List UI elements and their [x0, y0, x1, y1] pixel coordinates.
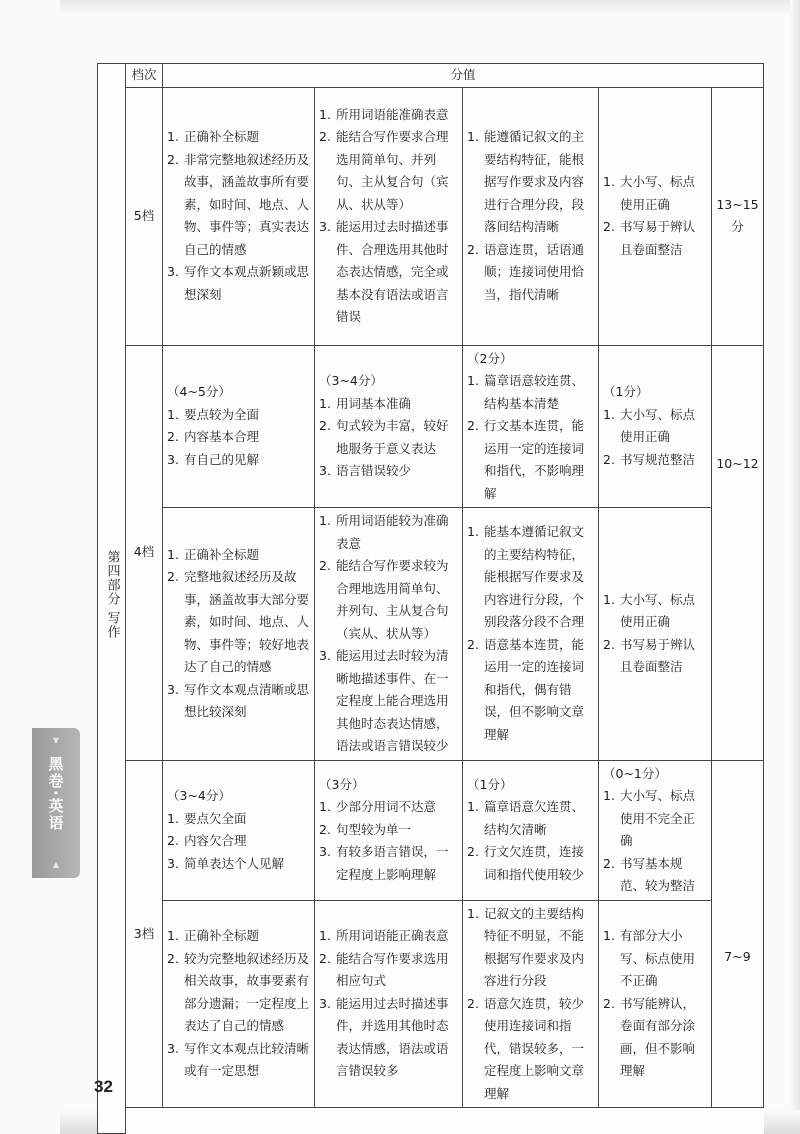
criteria-item [603, 449, 707, 472]
score-lead: （3分） [319, 776, 365, 792]
item-text: 较为完整地叙述经历及相关故事，故事要素有部分遗漏；一定程度上表达了自己的情感 [184, 950, 310, 1033]
score-lead: （3~4分） [167, 788, 231, 803]
criteria-item [167, 830, 310, 853]
item-text: 行文欠连贯，连接词和指代使用较少 [484, 844, 585, 882]
criteria-list [603, 404, 707, 472]
page-top-edge [60, 0, 800, 14]
item-text: 语意连贯，话语通顺；连接词使用恰当，指代清晰 [484, 241, 585, 302]
criteria-list [319, 796, 458, 886]
scoring-rubric-table [97, 63, 764, 1134]
criteria-item [603, 171, 707, 216]
writing-cell [599, 900, 712, 1108]
item-text: 所用词语能正确表意 [336, 928, 449, 943]
item-text: 语意基本连贯，能运用一定的连接词和指代，偶有错误，但不影响文章理解 [484, 636, 585, 742]
criteria-item [603, 404, 707, 449]
content-criteria-cell [163, 345, 315, 508]
item-text: 大小写、标点使用正确 [620, 406, 696, 445]
item-text: 能结合写作要求选用相应句式 [336, 950, 449, 988]
page-right-edge [790, 0, 800, 1134]
criteria-list [603, 785, 707, 898]
criteria-item [603, 634, 707, 679]
item-text: 书写易于辨认且卷面整洁 [620, 636, 696, 675]
item-number: 1. [319, 513, 331, 528]
criteria-list [603, 171, 707, 261]
criteria-item [167, 426, 310, 449]
item-number: 2. [319, 558, 331, 573]
item-text: 写作文本观点比较清晰或有一定思想 [184, 1040, 310, 1078]
item-number: 2. [603, 451, 615, 467]
item-number: 2. [319, 129, 331, 144]
criteria-item [467, 239, 594, 307]
item-text: 有较多语言错误，一定程度上影响理解 [336, 844, 449, 882]
item-number: 2. [603, 219, 615, 234]
score-range-text: 7~9 [724, 948, 751, 964]
language-cell [315, 87, 463, 345]
content-cell [163, 508, 315, 761]
item-number: 1. [467, 129, 479, 144]
criteria-item [167, 679, 310, 724]
header-row [98, 64, 764, 88]
writing-cell [599, 87, 712, 345]
criteria-list [167, 126, 310, 306]
criteria-item [167, 261, 310, 306]
criteria-item [319, 555, 458, 645]
criteria-item [319, 645, 458, 758]
item-number: 1. [467, 373, 479, 388]
item-number: 1. [319, 395, 331, 411]
score-lead: （3~4分） [319, 373, 383, 388]
triangle-icon: ▼ [52, 736, 60, 745]
item-text: 能结合写作要求较为合理地选用简单句、并列句、主从复合句（宾从、状从等） [336, 558, 449, 641]
content-cell [163, 900, 315, 1108]
item-number: 1. [167, 129, 179, 144]
level-row-4-criteria [98, 345, 764, 508]
criteria-item [467, 415, 594, 505]
item-text: 内容基本合理 [184, 429, 260, 445]
criteria-item [603, 216, 707, 261]
criteria-item [603, 853, 707, 898]
item-text: 语意欠连贯，较少使用连接词和指代，错误较多，一定程度上影响文章理解 [484, 995, 585, 1101]
writing-criteria-cell [599, 760, 712, 900]
item-text: 书写基本规范、较为整洁 [620, 855, 696, 893]
item-number: 1. [467, 524, 479, 540]
criteria-item [319, 415, 458, 460]
item-text: 能遵循记叙文的主要结构特征，能根据写作要求及内容进行合理分段，段落间结构清晰 [484, 129, 585, 234]
item-number: 1. [167, 928, 179, 943]
item-number: 3. [167, 855, 179, 871]
level-name: 5档 [126, 87, 163, 345]
item-number: 1. [319, 799, 331, 815]
item-text: 用词基本准确 [336, 395, 412, 411]
level-row-5 [98, 87, 764, 345]
item-number: 2. [603, 636, 615, 652]
criteria-item [319, 948, 458, 993]
item-text: 书写规范整洁 [620, 451, 696, 467]
score-lead: （4~5分） [167, 384, 231, 400]
item-number: 2. [319, 418, 331, 433]
item-text: 篇章语意欠连贯、结构欠清晰 [484, 799, 585, 837]
criteria-list [319, 393, 458, 483]
criteria-item [167, 1038, 310, 1083]
criteria-item [319, 841, 458, 886]
item-text: 写作文本观点清晰或思想比较深刻 [184, 681, 310, 720]
item-number: 2. [319, 821, 331, 837]
criteria-item [167, 853, 310, 876]
criteria-item [467, 370, 594, 415]
item-number: 2. [467, 636, 479, 652]
criteria-item [319, 126, 458, 216]
side-tab-label: 黑卷·英语 [46, 756, 65, 832]
side-tab [32, 728, 80, 878]
content-cell [163, 87, 315, 345]
item-number: 1. [167, 546, 179, 562]
criteria-list [167, 808, 310, 876]
item-number: 3. [167, 451, 179, 467]
item-number: 3. [319, 463, 331, 478]
criteria-item [467, 993, 594, 1106]
item-text: 简单表达个人见解 [184, 855, 285, 871]
criteria-item [167, 808, 310, 831]
item-text: 能运用过去时描述事件，并选用其他时态表达情感，语法或语言错误较多 [336, 995, 449, 1078]
item-number: 1. [603, 591, 615, 607]
structure-cell [463, 87, 599, 345]
item-number: 1. [319, 928, 331, 943]
criteria-list [319, 104, 458, 329]
content-criteria-cell [163, 760, 315, 900]
criteria-item [319, 104, 458, 127]
item-text: 非常完整地叙述经历及故事，涵盖故事所有要素，如时间、地点、人物、事件等；真实表达自己的情感 [184, 151, 310, 257]
item-number: 2. [319, 950, 331, 966]
item-text: 书写能辨认，卷面有部分涂画，但不影响理解 [620, 995, 696, 1078]
criteria-list [467, 903, 594, 1106]
criteria-item [319, 393, 458, 416]
item-text: 要点较为全面 [184, 406, 260, 422]
criteria-item [319, 925, 458, 948]
item-number: 3. [167, 264, 179, 279]
criteria-list [467, 370, 594, 505]
item-text: 正确补全标题 [184, 928, 260, 943]
criteria-item [603, 589, 707, 634]
criteria-item [319, 460, 458, 483]
item-text: 能基本遵循记叙文的主要结构特征，能根据写作要求及内容进行分段，个别段落分段不合理 [484, 524, 585, 630]
item-number: 3. [319, 219, 331, 234]
level-name: 4档 [126, 345, 163, 760]
item-text: 所用词语能准确表意 [336, 106, 449, 122]
item-number: 2. [603, 855, 615, 871]
criteria-item [467, 126, 594, 239]
item-text: 大小写、标点使用不完全正确 [620, 788, 696, 848]
item-number: 2. [467, 241, 479, 257]
criteria-item [467, 841, 594, 886]
item-number: 2. [467, 418, 479, 433]
level-name: 3档 [126, 760, 163, 1108]
score-range-text: 10~12 [716, 456, 759, 472]
criteria-item [319, 510, 458, 555]
criteria-item [319, 216, 458, 329]
score-lead: （0~1分） [603, 765, 667, 781]
item-number: 2. [167, 950, 179, 966]
score-header: 分值 [163, 64, 764, 88]
criteria-item [167, 404, 310, 427]
item-number: 3. [319, 844, 331, 860]
item-number: 2. [467, 844, 479, 860]
item-text: 记叙文的主要结构特征不明显，不能根据写作要求及内容进行分段 [484, 905, 585, 988]
item-text: 大小写、标点使用正确 [620, 591, 696, 630]
page-number: 32 [94, 1077, 113, 1096]
criteria-list [167, 925, 310, 1083]
item-text: 写作文本观点新颖或思想深刻 [184, 264, 310, 302]
language-cell [315, 900, 463, 1108]
writing-criteria-cell [599, 345, 712, 508]
language-cell [315, 508, 463, 761]
item-number: 3. [167, 681, 179, 697]
structure-cell [463, 900, 599, 1108]
item-text: 内容欠合理 [184, 833, 247, 848]
criteria-item [319, 796, 458, 819]
score-range [712, 345, 764, 760]
item-number: 1. [319, 106, 331, 122]
item-number: 1. [603, 174, 615, 189]
structure-criteria-cell [463, 345, 599, 508]
structure-criteria-cell [463, 760, 599, 900]
item-number: 3. [319, 648, 331, 663]
criteria-list [167, 404, 310, 472]
criteria-item [167, 925, 310, 948]
item-text: 句式较为丰富，较好地服务于意义表达 [336, 418, 449, 456]
language-criteria-cell [315, 345, 463, 508]
item-text: 行文基本连贯，能运用一定的连接词和指代，不影响理解 [484, 418, 585, 501]
criteria-item [167, 449, 310, 472]
criteria-item [603, 993, 707, 1083]
item-text: 要点欠全面 [184, 810, 247, 826]
score-range: 13~15分 [712, 87, 764, 345]
level-row-4 [98, 508, 764, 761]
item-number: 3. [167, 1040, 179, 1056]
part-label-cell [98, 64, 126, 1134]
criteria-list [319, 925, 458, 1083]
level-header: 档次 [126, 64, 163, 88]
item-text: 有自己的见解 [184, 451, 260, 467]
item-text: 正确补全标题 [184, 546, 260, 562]
item-text: 书写易于辨认且卷面整洁 [620, 219, 696, 257]
item-number: 1. [467, 799, 479, 815]
criteria-item [319, 993, 458, 1083]
item-number: 2. [167, 151, 179, 167]
score-range [712, 760, 764, 1108]
level-row-3 [98, 900, 764, 1108]
item-number: 2. [603, 995, 615, 1011]
language-criteria-cell [315, 760, 463, 900]
criteria-item [467, 634, 594, 747]
item-number: 2. [167, 569, 179, 585]
item-text: 能运用过去时较为清晰地描述事件、在一定程度上能合理选用其他时态表达情感，语法或语言错误较少 [336, 648, 449, 753]
item-text: 语言错误较少 [336, 463, 412, 478]
item-number: 1. [467, 905, 479, 921]
table-bottom-row [98, 1108, 764, 1134]
item-number: 2. [467, 995, 479, 1011]
criteria-item [167, 149, 310, 262]
criteria-item [467, 796, 594, 841]
structure-cell [463, 508, 599, 761]
criteria-list [467, 796, 594, 886]
part-label: 第四部分 写作 [104, 550, 120, 640]
criteria-list [319, 510, 458, 758]
item-number: 1. [603, 406, 615, 422]
item-text: 所用词语能较为准确表意 [336, 513, 449, 551]
criteria-item [167, 544, 310, 567]
item-text: 篇章语意较连贯、结构基本清楚 [484, 373, 585, 411]
item-number: 1. [167, 406, 179, 422]
item-number: 2. [167, 833, 179, 848]
criteria-item [167, 126, 310, 149]
criteria-item [603, 925, 707, 993]
item-text: 大小写、标点使用正确 [620, 174, 696, 212]
item-text: 有部分大小写、标点使用不正确 [620, 928, 696, 988]
score-lead: （1分） [603, 384, 649, 400]
criteria-list [167, 544, 310, 724]
writing-cell [599, 508, 712, 761]
criteria-item [467, 521, 594, 634]
triangle-icon: ▲ [52, 860, 60, 869]
score-lead: （2分） [467, 350, 513, 366]
criteria-item [467, 903, 594, 993]
item-text: 能结合写作要求合理选用简单句、并列句、主从复合句（宾从、状从等） [336, 129, 449, 212]
item-text: 能运用过去时描述事件、合理选用其他时态表达情感，完全或基本没有语法或语言错误 [336, 219, 449, 324]
criteria-item [167, 566, 310, 679]
criteria-item [319, 819, 458, 842]
level-row-3-criteria [98, 760, 764, 900]
criteria-list [467, 521, 594, 746]
item-text: 少部分用词不达意 [336, 799, 437, 815]
criteria-list [467, 126, 594, 306]
criteria-item [167, 948, 310, 1038]
item-text: 正确补全标题 [184, 129, 260, 144]
item-number: 2. [167, 429, 179, 445]
item-text: 句型较为单一 [336, 821, 412, 837]
score-lead: （1分） [467, 776, 513, 792]
item-number: 1. [603, 928, 615, 943]
criteria-item [603, 785, 707, 853]
criteria-list [603, 925, 707, 1083]
item-number: 1. [603, 788, 615, 803]
item-number: 1. [167, 810, 179, 826]
item-number: 3. [319, 995, 331, 1011]
criteria-list [603, 589, 707, 679]
item-text: 完整地叙述经历及故事，涵盖故事大部分要素，如时间、地点、人物、事件等；较好地表达了自己的情感 [184, 569, 310, 675]
